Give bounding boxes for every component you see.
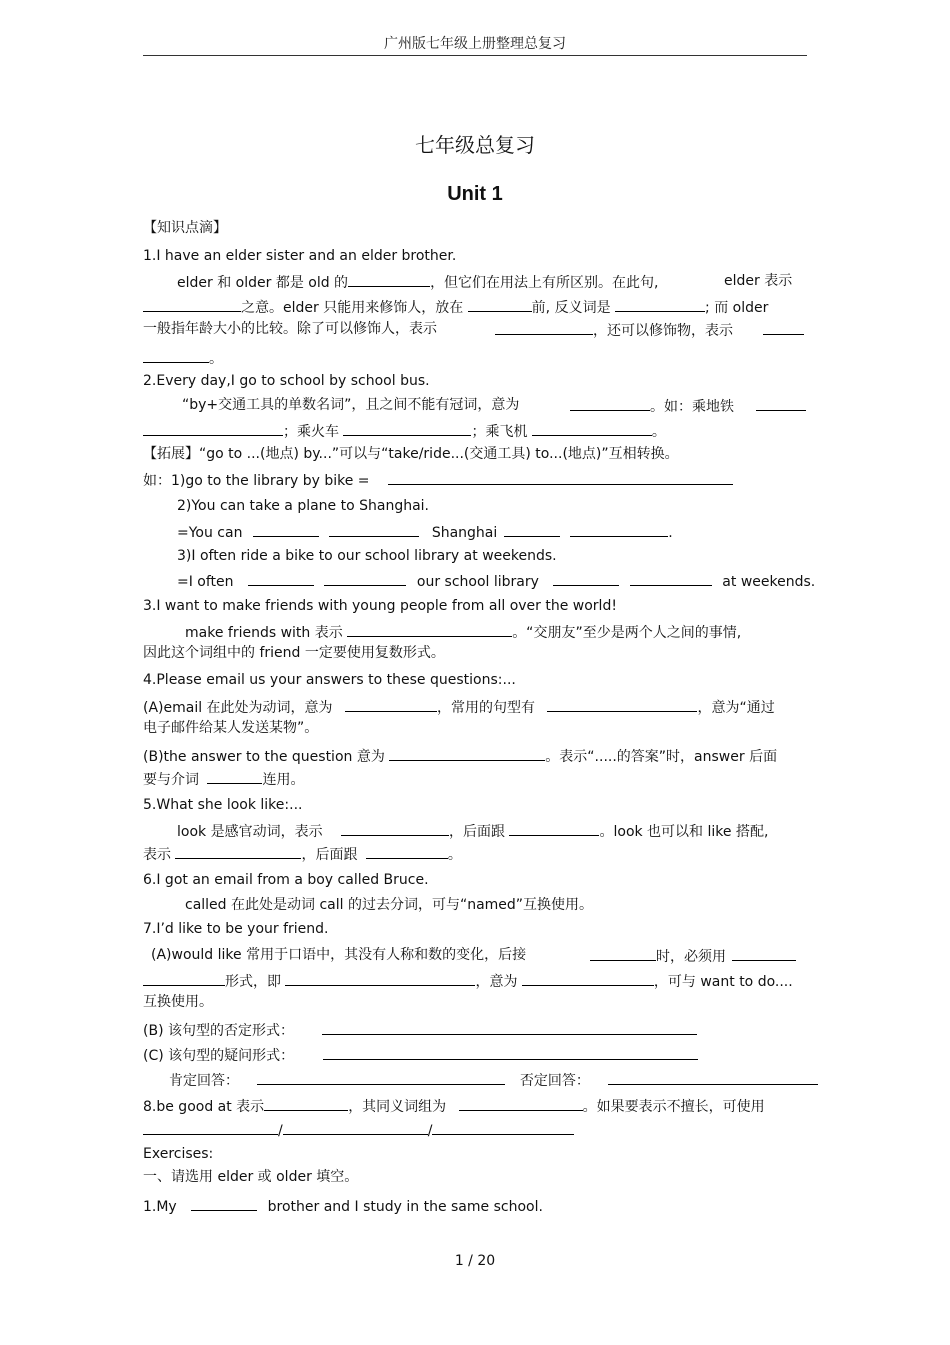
item-7-answers: 肯定回答： 否定回答：	[169, 1070, 818, 1090]
blank[interactable]	[175, 844, 301, 859]
item-1-text-2: 之意。elder 只能用来修饰人，放在 前, 反义词是 ; 而 older	[143, 297, 768, 317]
blank[interactable]	[347, 622, 512, 637]
blank[interactable]	[143, 348, 209, 363]
item-1-text-3b: ，还可以修饰物，表示	[495, 320, 733, 340]
blank[interactable]	[248, 571, 314, 586]
item-8-text: 8.be good at 表示 ，其同义词组为 。如果要表示不擅长，可使用	[143, 1096, 765, 1116]
item-2-text-c	[756, 396, 806, 416]
example-3: 3)I often ride a bike to our school library at weekends.	[177, 548, 557, 564]
blank[interactable]	[509, 821, 599, 836]
blank[interactable]	[468, 297, 532, 312]
item-7-a-b: 时，必须用	[590, 946, 796, 966]
blank[interactable]	[570, 396, 650, 411]
blank[interactable]	[432, 1120, 574, 1135]
item-4-a: (A)email 在此处为动词，意为 ，常用的句型有 ，意为“通过	[143, 697, 775, 717]
header-rule	[143, 55, 807, 56]
blank[interactable]	[207, 769, 262, 784]
blank[interactable]	[590, 946, 656, 961]
item-6-text: called 在此处是动词 call 的过去分词，可与“named”互换使用。	[185, 897, 594, 913]
blank[interactable]	[253, 522, 319, 537]
blank[interactable]	[143, 971, 225, 986]
blank[interactable]	[143, 421, 283, 436]
item-4-a-2: 电子邮件给某人发送某物”。	[143, 720, 319, 736]
blank[interactable]	[343, 421, 471, 436]
blank[interactable]	[143, 297, 241, 312]
item-1-text-4: 。	[143, 348, 223, 368]
item-5-text: look 是感官动词，表示 ，后面跟 。look 也可以和 like 搭配,	[177, 821, 768, 841]
item-7-c: (C) 该句型的疑问形式：	[143, 1045, 698, 1065]
item-5-sentence: 5.What she look like:...	[143, 797, 303, 813]
item-2-text: “by+交通工具的单数名词”，且之间不能有冠词，意为	[182, 397, 520, 413]
blank[interactable]	[570, 522, 668, 537]
blank[interactable]	[285, 971, 475, 986]
blank[interactable]	[329, 522, 419, 537]
item-7-b: (B) 该句型的否定形式：	[143, 1020, 697, 1040]
blank[interactable]	[522, 971, 654, 986]
blank[interactable]	[504, 522, 560, 537]
blank[interactable]	[366, 844, 448, 859]
blank[interactable]	[547, 697, 697, 712]
item-3-sentence: 3.I want to make friends with young people from all over the world!	[143, 598, 617, 614]
page-number: 1 / 20	[454, 1253, 496, 1269]
blank[interactable]	[756, 396, 806, 411]
blank[interactable]	[459, 1096, 583, 1111]
item-4-b-2: 要与介词 连用。	[143, 769, 304, 789]
item-7-sentence: 7.I’d like to be your friend.	[143, 921, 329, 937]
example-1: 如：1)go to the library by bike =	[143, 470, 733, 490]
blank[interactable]	[389, 746, 545, 761]
blank[interactable]	[763, 320, 804, 335]
blank[interactable]	[348, 272, 430, 287]
item-1-sentence: 1.I have an elder sister and an elder brother.	[143, 248, 457, 264]
blank[interactable]	[630, 571, 712, 586]
item-6-sentence: 6.I got an email from a boy called Bruce.	[143, 872, 429, 888]
item-3-text-2: 因此这个词组中的 friend 一定要使用复数形式。	[143, 645, 445, 661]
extension-note: 【拓展】“go to ...(地点) by...”可以与“take/ride...(交通工具) to...(地点)”互相转换。	[143, 446, 679, 462]
item-7-a-3: 互换使用。	[143, 994, 213, 1010]
example-2: 2)You can take a plane to Shanghai.	[177, 498, 430, 514]
blank[interactable]	[323, 1045, 698, 1060]
item-2-text-2: ；乘火车 ；乘飞机 。	[143, 421, 666, 441]
blank[interactable]	[257, 1070, 505, 1085]
blank[interactable]	[324, 571, 406, 586]
exercise-1: 1.My brother and I study in the same school.	[143, 1196, 543, 1216]
item-7-a-2: 形式，即 ，意为 ，可与 want to do....	[143, 971, 793, 991]
exercise-instruction: 一、请选用 elder 或 older 填空。	[143, 1169, 359, 1185]
item-8-text-2: / /	[143, 1120, 574, 1140]
item-2-text-b: 。如：乘地铁	[570, 396, 734, 416]
blank[interactable]	[322, 1020, 697, 1035]
blank[interactable]	[283, 1120, 428, 1135]
unit-heading: Unit 1	[447, 183, 503, 205]
item-5-text-2: 表示 ，后面跟 。	[143, 844, 462, 864]
item-7-a: (A)would like 常用于口语中，其没有人称和数的变化，后接	[151, 947, 527, 963]
blank[interactable]	[532, 421, 652, 436]
section-heading: 【知识点滴】	[143, 220, 227, 236]
blank[interactable]	[345, 697, 437, 712]
blank[interactable]	[264, 1096, 348, 1111]
item-1-text-b: elder 表示	[724, 273, 793, 289]
item-1-text: elder 和 older 都是 old 的 ，但它们在用法上有所区别。在此句,	[177, 272, 659, 292]
example-2-answer: =You can Shanghai .	[177, 522, 673, 542]
blank[interactable]	[143, 1120, 278, 1135]
item-3-text: make friends with 表示 。“交朋友”至少是两个人之间的事情,	[185, 622, 741, 642]
blank[interactable]	[191, 1196, 257, 1211]
blank[interactable]	[553, 571, 619, 586]
page-header: 广州版七年级上册整理总复习	[384, 36, 566, 52]
blank[interactable]	[732, 946, 796, 961]
document-title: 七年级总复习	[415, 133, 535, 157]
item-1-text-3: 一般指年龄大小的比较。除了可以修饰人，表示	[143, 321, 437, 337]
item-4-sentence: 4.Please email us your answers to these questions:...	[143, 672, 516, 688]
blank[interactable]	[388, 470, 733, 485]
item-1-text-3c	[763, 320, 804, 340]
item-2-sentence: 2.Every day,I go to school by school bus.	[143, 373, 430, 389]
example-3-answer: =I often our school library at weekends.	[177, 571, 815, 591]
blank[interactable]	[615, 297, 705, 312]
blank[interactable]	[608, 1070, 818, 1085]
exercises-heading: Exercises:	[143, 1146, 214, 1162]
blank[interactable]	[341, 821, 449, 836]
blank[interactable]	[495, 320, 593, 335]
item-4-b: (B)the answer to the question 意为 。表示“.....的答案”时，answer 后面	[143, 746, 777, 766]
